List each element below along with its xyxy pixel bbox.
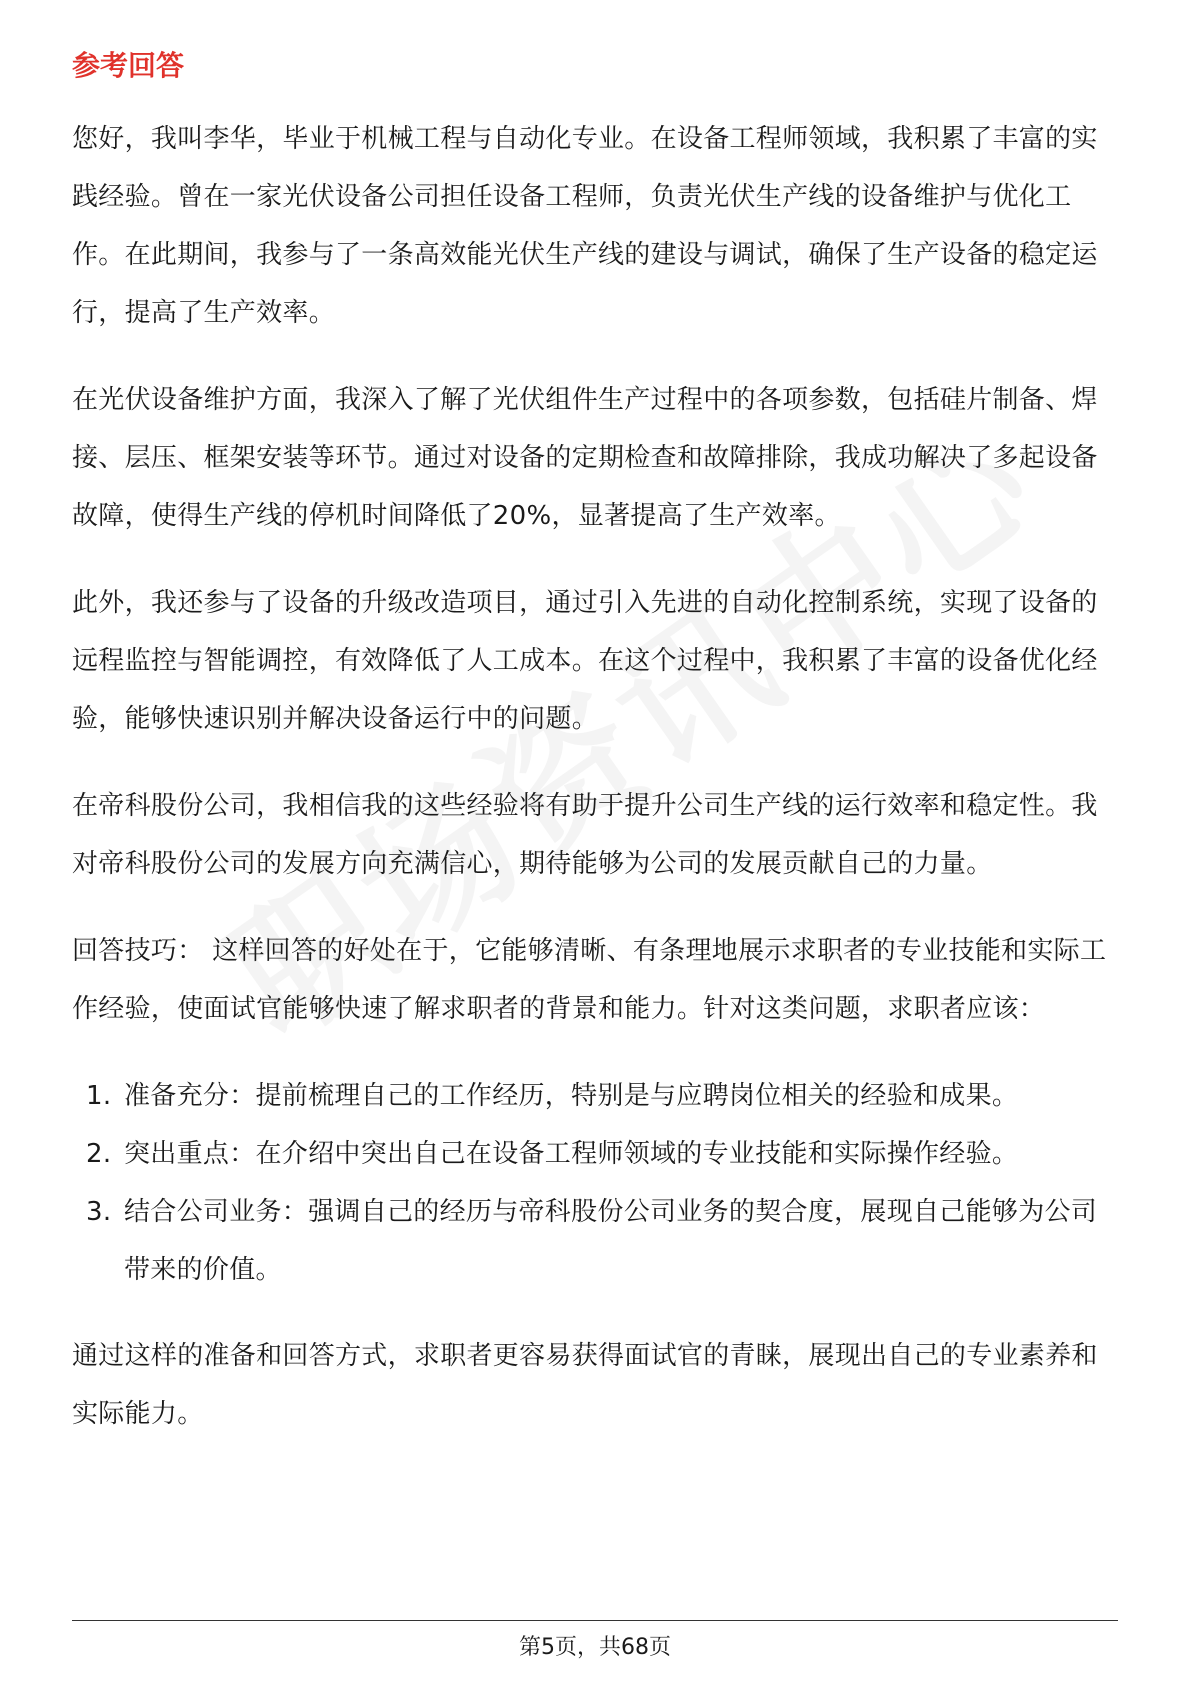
- paragraph-answer-tips: 回答技巧： 这样回答的好处在于，它能够清晰、有条理地展示求职者的专业技能和实际工作经验，使面试官能够快速了解求职者的背景和能力。针对这类问题，求职者应该：: [72, 936, 1107, 1024]
- list-number: 1.: [86, 1081, 112, 1111]
- section-title: 参考回答: [72, 49, 185, 82]
- footer-divider: [72, 1620, 1118, 1621]
- list-item: [72, 1183, 1118, 1299]
- paragraph-upgrade: 此外，我还参与了设备的升级改造项目，通过引入先进的自动化控制系统，实现了设备的远程监控与智能调控，有效降低了人工成本。在这个过程中，我积累了丰富的设备优化经验，能够快速识别并解决设备运行中的问题。: [72, 588, 1098, 734]
- tips-list: [72, 1067, 1118, 1299]
- page-content: [72, 46, 1118, 1472]
- paragraph-maintenance: 在光伏设备维护方面，我深入了解了光伏组件生产过程中的各项参数，包括硅片制备、焊接、层压、框架安装等环节。通过对设备的定期检查和故障排除，我成功解决了多起设备故障，使得生产线的停机时间降低了20%，显著提高了生产效率。: [72, 385, 1098, 531]
- list-item-text: 突出重点：在介绍中突出自己在设备工程师领域的专业技能和实际操作经验。: [124, 1139, 1019, 1169]
- list-number: 3.: [86, 1197, 112, 1227]
- list-item-text: 结合公司业务：强调自己的经历与帝科股份公司业务的契合度，展现自己能够为公司带来的价值。: [124, 1197, 1098, 1285]
- paragraph-company-fit: 在帝科股份公司，我相信我的这些经验将有助于提升公司生产线的运行效率和稳定性。我对帝科股份公司的发展方向充满信心，期待能够为公司的发展贡献自己的力量。: [72, 791, 1098, 879]
- list-number: 2.: [86, 1139, 112, 1169]
- list-item-text: 准备充分：提前梳理自己的工作经历，特别是与应聘岗位相关的经验和成果。: [124, 1081, 1019, 1111]
- paragraph-closing: 通过这样的准备和回答方式，求职者更容易获得面试官的青睐，展现出自己的专业素养和实际能力。: [72, 1341, 1098, 1429]
- list-item: [72, 1067, 1118, 1125]
- paragraph-intro: 您好，我叫李华，毕业于机械工程与自动化专业。在设备工程师领域，我积累了丰富的实践经验。曾在一家光伏设备公司担任设备工程师，负责光伏生产线的设备维护与优化工作。在此期间，我参与了一条高效能光伏生产线的建设与调试，确保了生产设备的稳定运行，提高了生产效率。: [72, 124, 1098, 328]
- list-item: [72, 1125, 1118, 1183]
- page-number: 第5页，共68页: [519, 1635, 671, 1660]
